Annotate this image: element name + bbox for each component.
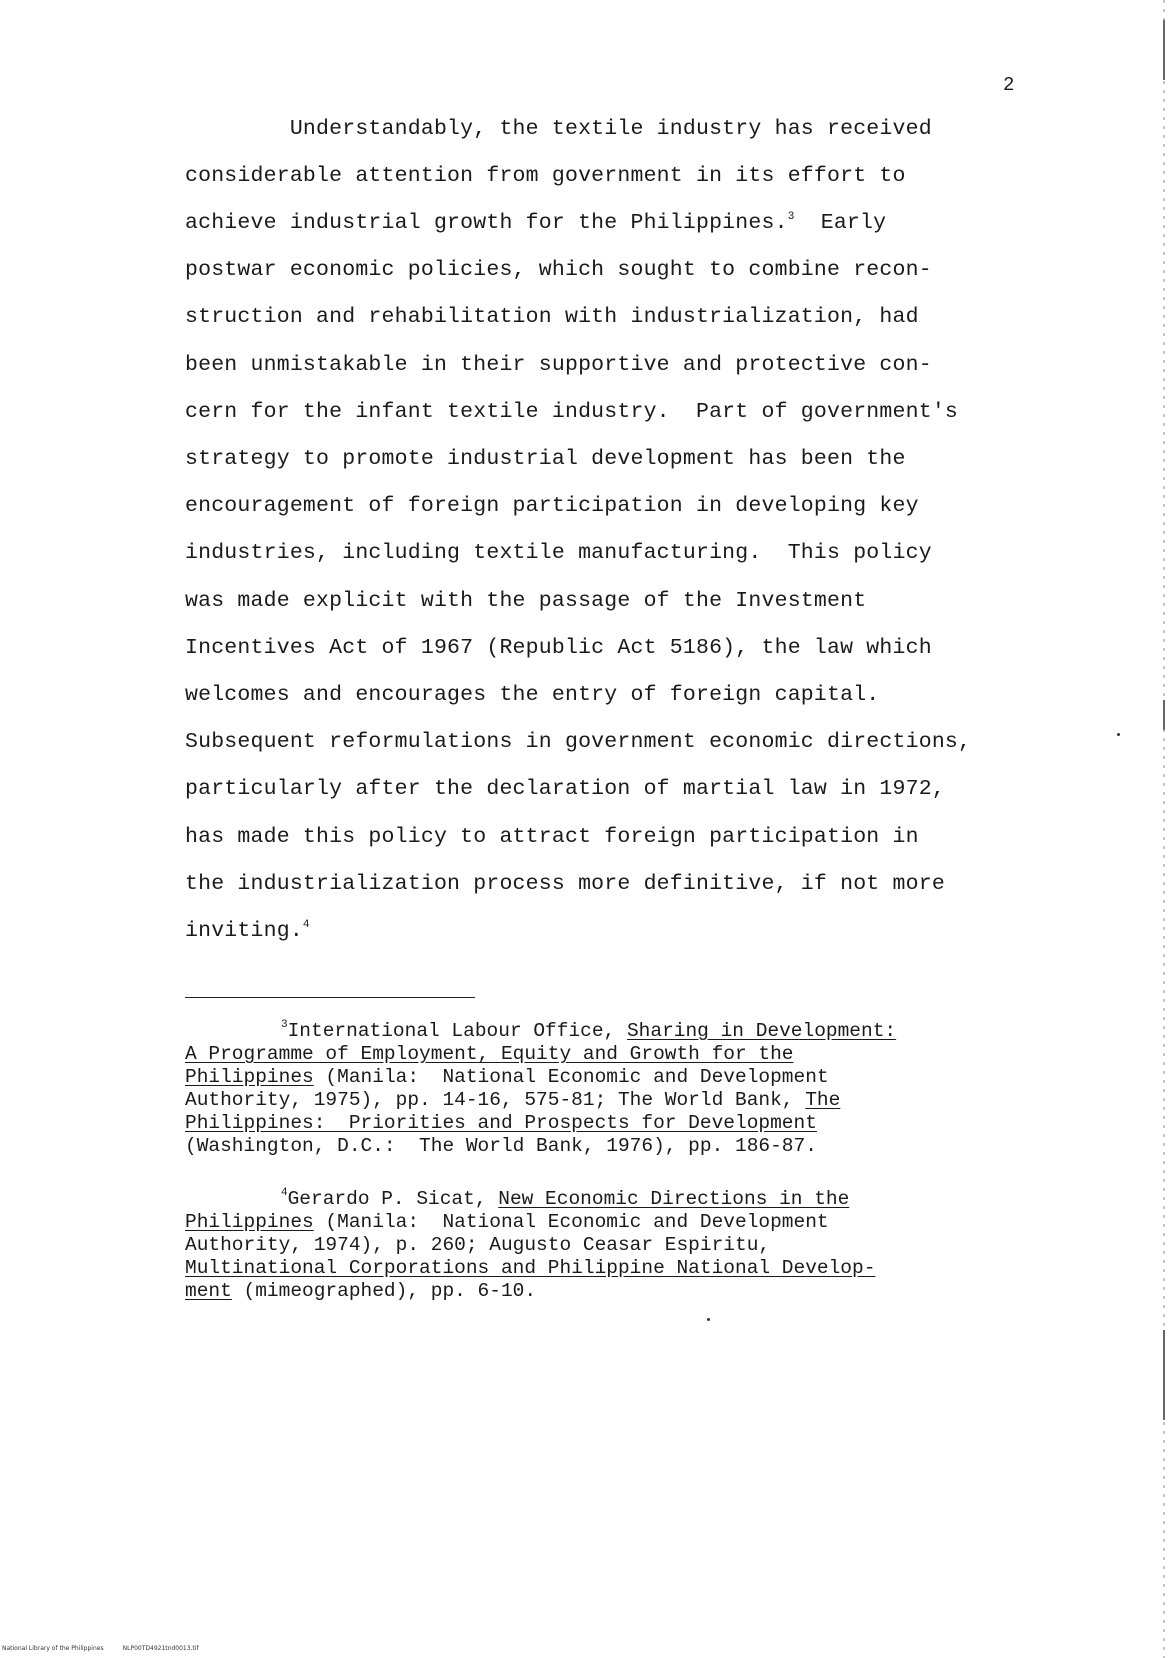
page-number: 2 [1003,74,1015,96]
citation-title: Sharing in Development: [626,1020,897,1042]
footnote-line: $^3$International Labour Office, Sharing in Development: [281,1019,897,1042]
paragraph-line-text: inviting. [185,919,303,943]
footnote-line [185,1045,794,1065]
paragraph-line: Incentives Act of 1967 (Republic Act 5186), the law which [185,636,932,660]
paragraph-line: Subsequent reformulations in government economic directions, [185,730,972,754]
footnote-line: ment (mimeographed), pp. 6-10. [185,1280,537,1302]
scan-edge-mark [1163,20,1165,80]
paragraph-line [185,919,310,943]
paragraph-line: postwar economic policies, which sought to combine recon- [185,258,932,282]
paragraph-line: particularly after the declaration of martial law in 1972, [185,777,945,801]
archive-footer [2,1645,199,1652]
citation-title: Philippines: Priorities and Prospects for Development [185,1112,817,1134]
citation-title: ment [185,1280,232,1302]
paragraph-line: considerable attention from government in its effort to [185,164,906,188]
paragraph-line: has made this policy to attract foreign participation in [185,825,919,849]
paragraph-line: Understandably, the textile industry has received [185,117,932,141]
scan-speck [707,1318,710,1321]
footnote-line: Authority, 1975), pp. 14-16, 575-81; The World Bank, The [185,1089,841,1111]
paragraph-line: encouragement of foreign participation in developing key [185,494,919,518]
paragraph-line: been unmistakable in their supportive and protective con- [185,353,932,377]
archive-file-id: NLP00TD4921tnd0013.tif [122,1645,199,1652]
paragraph-line: struction and rehabilitation with industrialization, had [185,305,919,329]
scan-edge-mark [1163,700,1165,730]
paragraph-line [185,211,886,235]
archive-library-name: National Library of the Philippines [2,1645,104,1652]
citation-title: Multinational Corporations and Philippine National Develop- [185,1257,876,1279]
footnote-line: (Washington, D.C.: The World Bank, 1976), pp. 186-87. [185,1135,817,1157]
footnote-line [185,1114,817,1134]
footnote-line: Philippines (Manila: National Economic and Development [185,1211,829,1233]
citation-title: Philippines [185,1211,314,1233]
footnote-line: Philippines (Manila: National Economic and Development [185,1066,829,1088]
paragraph-line-text: achieve industrial growth for the Philippines. [185,211,788,235]
paragraph-line: was made explicit with the passage of the Investment [185,589,867,613]
scan-speck [1117,733,1120,736]
citation-title: A Programme of Employment, Equity and Growth for the [185,1043,794,1065]
footnote-divider [185,997,475,998]
paragraph-line: welcomes and encourages the entry of foreign capital. [185,683,880,707]
paragraph-line: the industrialization process more definitive, if not more [185,872,945,896]
footnote-line: Authority, 1974), p. 260; Augusto Ceasar Espiritu, [185,1234,771,1256]
citation-title: Philippines [185,1066,314,1088]
footnote-marker-3: 3 [787,211,795,223]
scan-edge-mark [1163,1330,1165,1420]
paragraph-line: cern for the infant textile industry. Part of government's [185,400,959,424]
citation-title: New Economic Directions in the [498,1188,850,1210]
footnote-marker-4: 4 [302,919,310,931]
paragraph-line: industries, including textile manufacturing. This policy [185,541,932,565]
footnote-line: $^4$Gerardo P. Sicat, New Economic Directions in the [281,1187,850,1210]
footnote-4-marker: 4 [281,1187,288,1199]
footnote-line [185,1259,875,1279]
citation-title: The [805,1089,841,1111]
footnote-3-marker: 3 [281,1019,288,1031]
paragraph-line: strategy to promote industrial development has been the [185,447,906,471]
paragraph-line-tail: Early [794,211,887,235]
